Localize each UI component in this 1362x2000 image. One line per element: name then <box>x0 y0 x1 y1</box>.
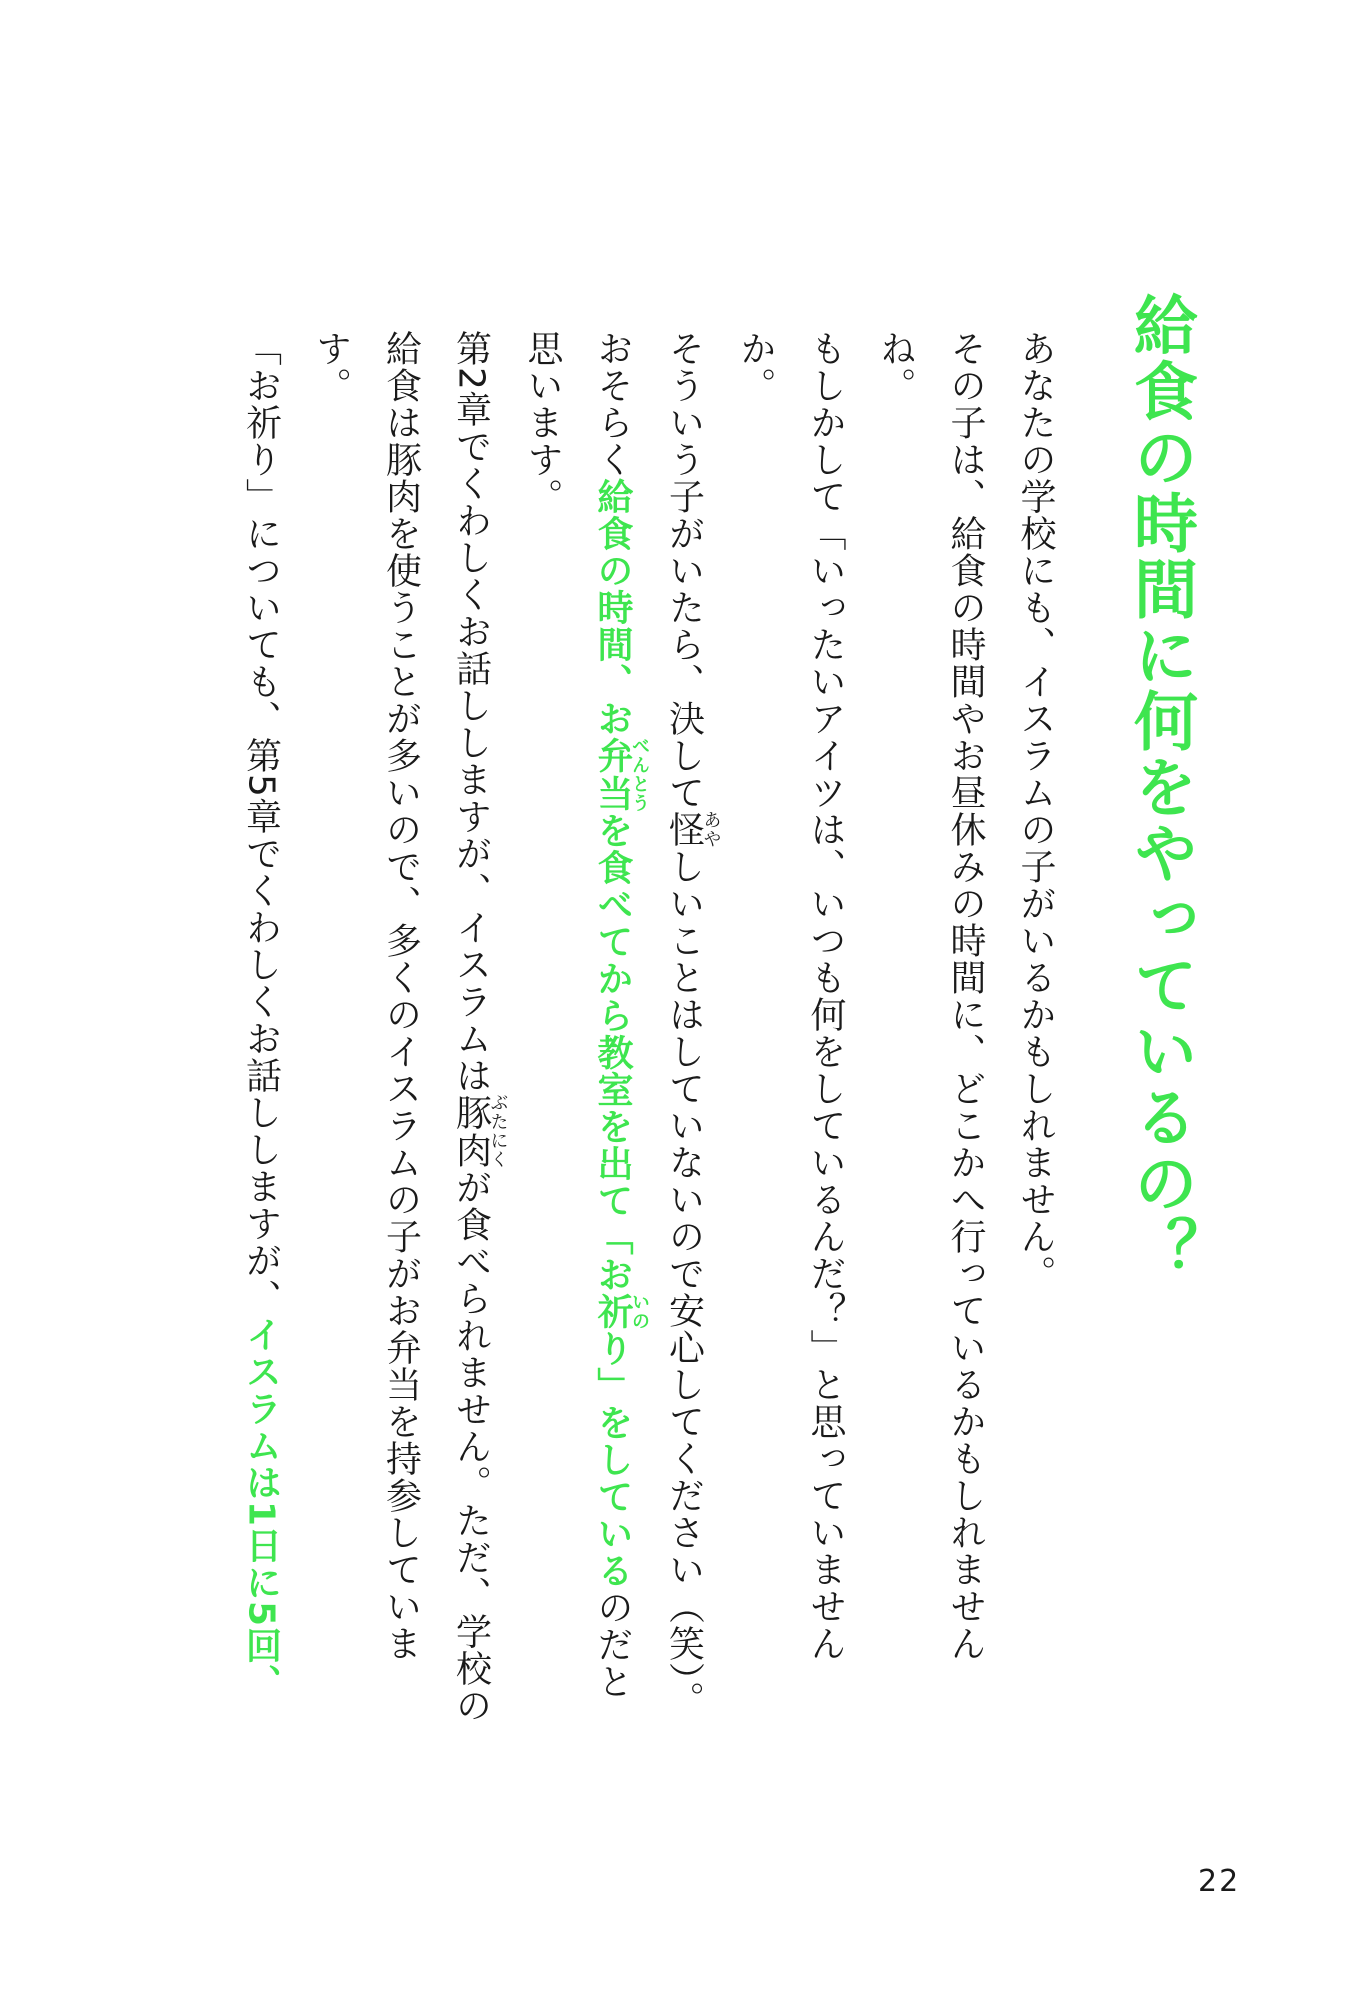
ruby-reading: べんとう <box>629 736 650 813</box>
text-segment: のだと思います。 <box>522 330 633 1700</box>
ruby-text: 弁当べんとう <box>592 736 650 813</box>
ruby-text: 祈いの <box>592 1292 650 1331</box>
paragraph <box>296 330 508 1730</box>
text-segment: そういう子がいたら、決して <box>663 330 705 811</box>
paragraph <box>649 330 721 1730</box>
highlighted-text: り」をしている <box>592 1330 633 1589</box>
ruby-text: 怪あや <box>663 810 722 849</box>
paragraph <box>860 330 1000 1730</box>
text-segment: おそらく <box>592 330 633 478</box>
text-segment: 第2章でくわしくお話ししますが、イスラムは <box>450 330 492 1094</box>
text-segment: その子は、給食の時間やお昼休みの時間に、どこかへ行っているかもしれませんね。 <box>875 330 986 1662</box>
text-segment: しいことはしていないので安心してください（笑）。 <box>663 848 705 1718</box>
highlighted-text: イスラムは1日に5回、 <box>240 1315 282 1702</box>
paragraph <box>1000 330 1070 1730</box>
page-number: 22 <box>1198 1864 1241 1899</box>
page-title: 給食の時間に何をやっているの？ <box>1123 292 1197 1282</box>
highlighted-text: を食べてから教室を出て「お <box>592 812 633 1293</box>
ruby-reading: ぶたにく <box>487 1093 509 1170</box>
paragraph <box>226 330 296 1730</box>
text-segment: が食べられません。ただ、学校の給食は豚肉を使うことが多いので、多くのイスラムの子がお弁当を持参しています。 <box>310 330 492 1724</box>
text-segment: もしかして「いったいアイツは、いつも何をしているんだ？」と思っていませんか。 <box>735 330 846 1662</box>
text-segment: 「お祈り」についても、第5章でくわしくお話ししますが、 <box>240 330 282 1316</box>
ruby-reading: いの <box>629 1292 650 1331</box>
paragraph <box>720 330 860 1730</box>
body-text <box>226 330 1071 1730</box>
paragraph <box>507 330 649 1730</box>
text-segment: あなたの学校にも、イスラムの子がいるかもしれません。 <box>1015 330 1056 1292</box>
ruby-text: 豚肉ぶたにく <box>450 1093 509 1170</box>
ruby-reading: あや <box>700 810 722 849</box>
highlighted-text: 給食の時間、お <box>592 478 633 737</box>
